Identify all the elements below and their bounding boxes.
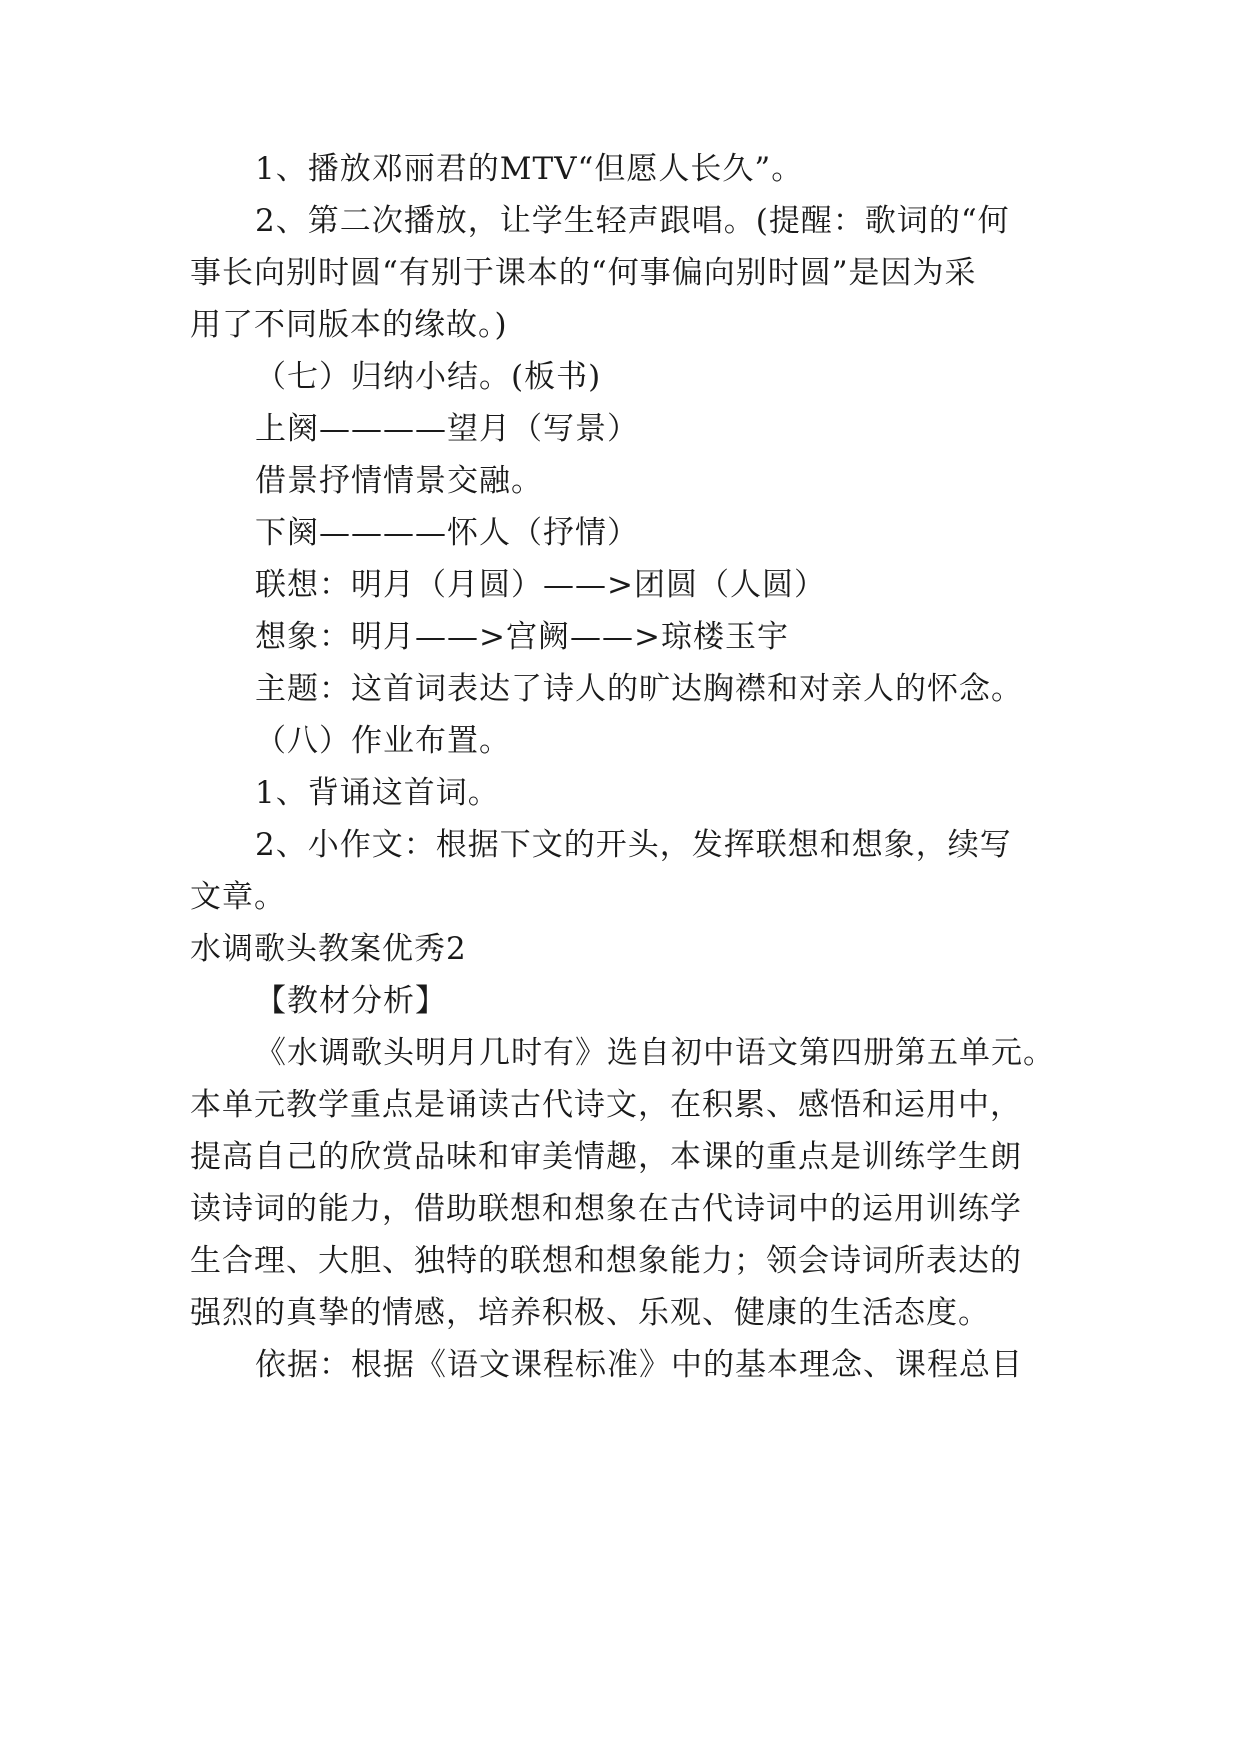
text-line: 提高自己的欣赏品味和审美情趣，本课的重点是训练学生朗 — [190, 1139, 1022, 1175]
text-line: 想象：明月——>宫阙——>琼楼玉宇 — [255, 619, 789, 655]
text-line: 2、第二次播放，让学生轻声跟唱。(提醒：歌词的“何 — [255, 203, 1010, 239]
text-line: 主题：这首词表达了诗人的旷达胸襟和对亲人的怀念。 — [255, 671, 1023, 707]
text-line: 上阕————望月（写景） — [255, 411, 639, 447]
text-line: 文章。 — [190, 879, 286, 915]
text-line: 读诗词的能力，借助联想和想象在古代诗词中的运用训练学 — [190, 1191, 1022, 1227]
text-line: 下阕————怀人（抒情） — [255, 515, 639, 551]
text-line: 1、播放邓丽君的MTV“但愿人长久”。 — [255, 151, 804, 187]
text-line: 借景抒情情景交融。 — [255, 463, 543, 499]
text-line: （八）作业布置。 — [255, 723, 511, 759]
text-line: 强烈的真挚的情感，培养积极、乐观、健康的生活态度。 — [190, 1295, 990, 1331]
text-line: 联想：明月（月圆）——>团圆（人圆） — [255, 567, 826, 603]
text-line: 事长向别时圆“有别于课本的“何事偏向别时圆”是因为采 — [190, 255, 977, 291]
text-line: 《水调歌头明月几时有》选自初中语文第四册第五单元。 — [255, 1035, 1055, 1071]
text-line: 1、背诵这首词。 — [255, 775, 500, 811]
text-line: 依据：根据《语文课程标准》中的基本理念、课程总目 — [255, 1347, 1023, 1383]
text-line: 生合理、大胆、独特的联想和想象能力；领会诗词所表达的 — [190, 1243, 1022, 1279]
section-heading: 水调歌头教案优秀2 — [190, 931, 467, 967]
text-line: 2、小作文：根据下文的开头，发挥联想和想象，续写 — [255, 827, 1012, 863]
text-line: 用了不同版本的缘故。) — [190, 307, 508, 343]
subheading: 【教材分析】 — [255, 983, 447, 1019]
text-line: 本单元教学重点是诵读古代诗文，在积累、感悟和运用中， — [190, 1087, 1022, 1123]
text-line: （七）归纳小结。(板书) — [255, 359, 602, 395]
